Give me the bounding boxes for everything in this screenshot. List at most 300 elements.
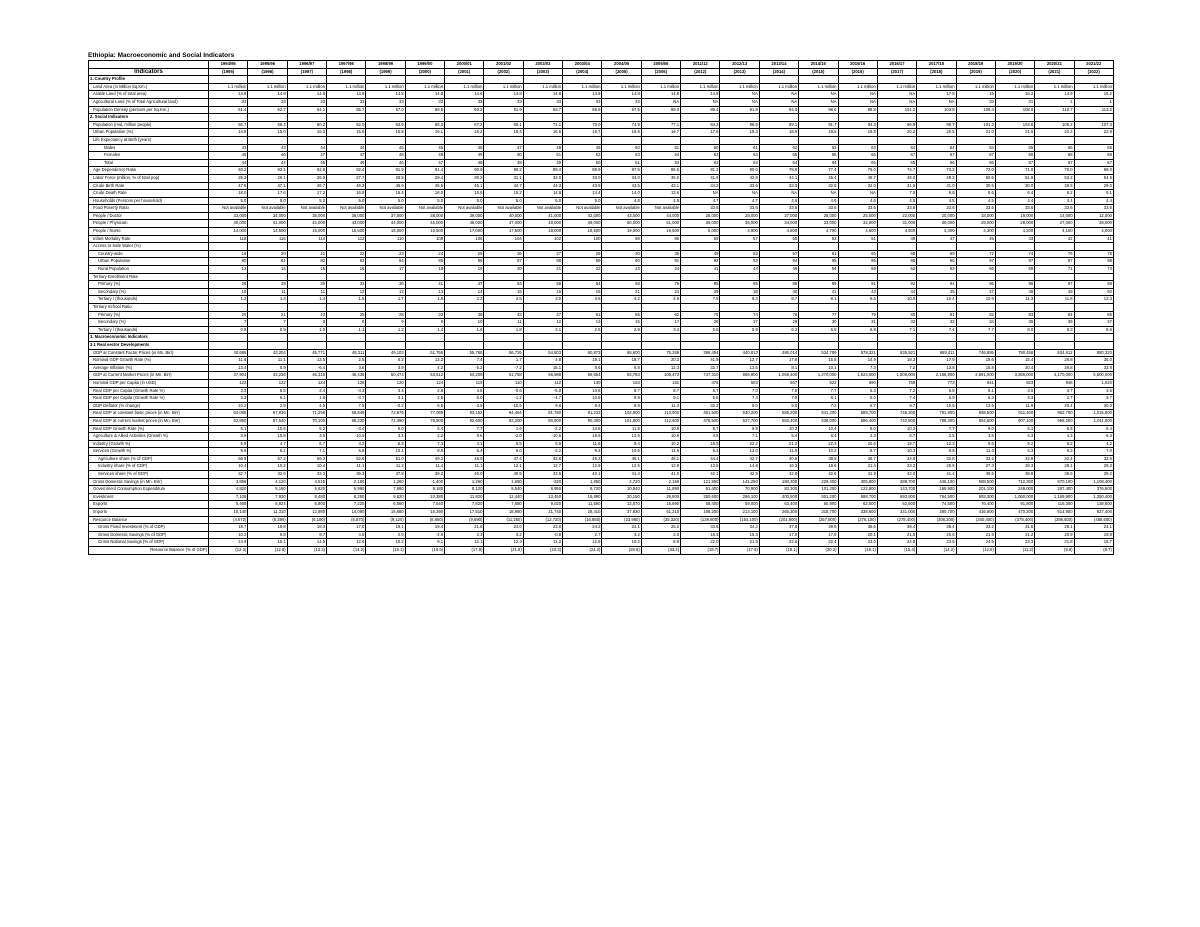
data-cell: 4,800 [759,228,798,236]
data-cell: 6.5 [484,440,523,448]
data-cell: 44.4 [681,455,720,463]
data-cell: 9.6 [209,448,248,456]
data-cell: 9.6 [523,402,562,410]
data-cell: 7.1 [877,326,916,334]
data-cell: 14.8 [248,91,287,99]
row-label: Average Inflation (%) [89,364,209,372]
data-cell: 12 [523,319,562,327]
data-cell: 88.5 [563,167,602,175]
data-cell: (154,100) [720,516,759,524]
data-cell: 15.2 [484,190,523,198]
data-cell [327,273,366,281]
data-cell: 686,400 [838,417,877,425]
data-cell: 376,500 [1074,486,1113,494]
data-cell: 51.0 [366,455,405,463]
data-cell: 12.9 [641,463,680,471]
data-cell: 46.1 [641,455,680,463]
data-cell: 37.8 [366,471,405,479]
data-cell: 11.6 [563,440,602,448]
data-cell [405,136,444,144]
data-cell: 38,000 [405,212,444,220]
data-cell: 57 [759,250,798,258]
table-row [89,440,1114,448]
data-cell: 32.0 [838,182,877,190]
year-header: 2001/02 [484,61,523,69]
data-cell: 45.4 [799,174,838,182]
data-cell: 61 [720,144,759,152]
data-cell: 3.4 [641,326,680,334]
data-cell: 14 [248,266,287,274]
data-cell: 112 [327,235,366,243]
data-cell: 481,500 [681,410,720,418]
data-cell: 11.9 [995,402,1034,410]
data-cell: 0.8 [209,326,248,334]
data-cell: 6.1 [248,448,287,456]
data-cell: 96 [995,281,1034,289]
data-cell: 33.5 [681,524,720,532]
data-cell: 4.9 [641,296,680,304]
data-cell: 98 [602,235,641,243]
data-cell: 400,500 [759,493,798,501]
data-cell: 53.2 [1035,174,1074,182]
data-cell: 1,059,400 [759,372,798,380]
data-cell: 78 [1074,250,1113,258]
data-cell: 305,800 [838,478,877,486]
data-cell: 33 [248,98,287,106]
data-cell: 4.6 [838,197,877,205]
data-cell: 10.4 [917,296,956,304]
data-cell: 15.6 [327,129,366,137]
data-cell: 4.5 [956,197,995,205]
data-cell: 52.6 [327,455,366,463]
row-label: Real GDP at current market prices (in Mn. Birr) [89,417,209,425]
data-cell: 89.4 [523,167,562,175]
data-cell: 1,680 [484,478,523,486]
data-cell: 641,200 [799,410,838,418]
data-cell: 12.5 [602,463,641,471]
data-cell: 14.8 [681,91,720,99]
data-cell: 9.6 [956,440,995,448]
data-cell: 93.1 [248,167,287,175]
row-label: Food Poverty Ratio [89,205,209,213]
data-cell: 41 [681,266,720,274]
data-cell: -10.5 [523,433,562,441]
data-cell: 11.1 [248,357,287,365]
data-cell: 6.3 [956,395,995,403]
data-cell: (35,320) [641,516,680,524]
data-cell: 7.7 [956,326,995,334]
data-cell [877,334,916,342]
data-cell: 3.5 [917,433,956,441]
data-cell: 4.7 [681,197,720,205]
data-cell: 6.1 [209,425,248,433]
data-cell [602,76,641,84]
data-cell: 65 [1035,144,1074,152]
data-cell [838,341,877,349]
table-row [89,417,1114,425]
data-cell: 19,000 [602,228,641,236]
data-cell: 20.6 [838,440,877,448]
data-cell: 24.1 [1074,524,1113,532]
table-row [89,220,1114,228]
data-cell: 72.0 [956,167,995,175]
data-cell: 92 [681,258,720,266]
data-cell: 17.9 [917,357,956,365]
data-cell: 17.8 [799,531,838,539]
data-cell: 43,000 [602,212,641,220]
table-row [89,76,1114,84]
data-cell: 11.1 [327,463,366,471]
data-cell [484,76,523,84]
year-note: (2018) [917,68,956,76]
data-cell: 2.3 [445,531,484,539]
data-cell: 120 [366,379,405,387]
data-cell: 1.8 [484,326,523,334]
data-cell: 23.0 [838,539,877,547]
table-row [89,402,1114,410]
table-row [89,182,1114,190]
data-cell: 33.6 [877,205,916,213]
data-cell [366,273,405,281]
data-cell: 33.6 [681,205,720,213]
data-cell: 5.0 [563,197,602,205]
data-cell: 45.3 [563,455,602,463]
data-cell: 82 [287,258,326,266]
data-cell: (13.3) [287,547,326,555]
data-cell: 47 [327,152,366,160]
data-cell: 8.8 [917,448,956,456]
data-cell: 1,108,400 [1074,478,1113,486]
data-cell: 1.4 [287,296,326,304]
data-cell [956,136,995,144]
data-cell: (33.2) [641,547,680,555]
data-cell: 102 [523,235,562,243]
data-cell [405,243,444,251]
data-cell: 534,789 [799,349,838,357]
data-cell: 65 [1074,144,1113,152]
data-cell [1074,341,1113,349]
data-cell: 338,600 [838,509,877,517]
data-cell: 46.3 [327,182,366,190]
data-cell: 32.6 [248,471,287,479]
data-cell: 4,000 [1074,228,1113,236]
data-cell: 15.8 [366,129,405,137]
data-cell: 108.0 [995,106,1034,114]
data-cell [445,76,484,84]
data-cell: 33.6 [759,205,798,213]
data-cell: 72 [956,250,995,258]
data-cell: 27,000 [759,212,798,220]
data-cell: 90,300 [563,417,602,425]
data-cell [209,114,248,122]
data-cell: 5.0 [523,197,562,205]
data-cell: 33.6 [799,205,838,213]
row-label: Urban Population (%) [89,129,209,137]
row-label: People / Nurse [89,228,209,236]
data-cell: -6.4 [287,364,326,372]
data-cell: 10.4 [287,463,326,471]
data-cell [523,136,562,144]
data-cell: 34,000 [248,212,287,220]
table-row [89,174,1114,182]
year-header: 1999/00 [405,61,444,69]
data-cell: 5.0 [287,197,326,205]
data-cell: 38.6 [838,524,877,532]
data-cell: 1,015,800 [1074,410,1113,418]
year-header: 2013/14 [759,61,798,69]
data-cell: 21 [602,288,641,296]
data-cell: 5.3 [838,387,877,395]
data-cell: 28 [366,311,405,319]
data-cell: 5.3 [995,448,1034,456]
data-cell: 71 [1035,266,1074,274]
data-cell: 31 [995,98,1034,106]
data-cell: 20.2 [877,129,916,137]
data-cell: 7.7 [917,425,956,433]
data-cell: 23.6 [917,539,956,547]
data-cell: 635,921 [877,349,916,357]
data-cell: 23.6 [523,524,562,532]
table-row [89,243,1114,251]
table-row [89,448,1114,456]
table-row [89,190,1114,198]
data-cell [445,273,484,281]
data-cell: 67 [1074,159,1113,167]
data-cell: (12.3) [209,547,248,555]
section-header: 3.1 Real sector Developments [89,341,209,349]
data-cell: 21.0 [956,129,995,137]
row-label: Population (mid, million people) [89,121,209,129]
data-cell: 32 [877,319,916,327]
data-cell: 870,100 [1035,478,1074,486]
data-cell: 19.1 [563,357,602,365]
data-cell: 22.6 [759,539,798,547]
data-cell: 5.7 [681,387,720,395]
data-cell: 28,000 [995,220,1034,228]
data-cell: 67.6 [602,106,641,114]
data-cell [445,304,484,312]
data-cell: 3.0 [523,296,562,304]
data-cell [1035,304,1074,312]
row-label: Tertiary / (thousands) [89,326,209,334]
data-cell: 78.8 [759,167,798,175]
data-cell: 36,000 [681,220,720,228]
data-cell: 44.7 [484,182,523,190]
data-cell [877,136,916,144]
sheet-title: Ethiopia: Macroeconomic and Social Indicators [88,52,235,59]
data-cell: 2,691,000 [956,372,995,380]
data-cell: 892,300 [956,493,995,501]
data-cell: 54.5 [1074,174,1113,182]
data-cell [563,136,602,144]
data-cell [956,243,995,251]
data-cell: 10,140 [209,509,248,517]
data-cell: 21.4 [838,463,877,471]
data-cell [484,304,523,312]
data-cell: 1.5 [327,296,366,304]
data-cell [209,136,248,144]
data-cell [1035,136,1074,144]
data-cell: 47 [405,159,444,167]
data-cell: 51,210 [641,509,680,517]
year-note: (2000) [405,68,444,76]
data-cell: 33.6 [720,182,759,190]
data-cell: 41.4 [917,471,956,479]
data-cell: 14.9 [1035,91,1074,99]
data-cell: 15 [484,288,523,296]
data-cell: 64 [877,144,916,152]
data-cell: 26 [484,250,523,258]
row-label: Real GDP at constant basic prices (in Mn. Birr) [89,410,209,418]
data-cell: 8.1 [799,395,838,403]
data-cell [327,114,366,122]
data-cell: 16.7 [563,129,602,137]
table-row [89,152,1114,160]
data-cell: 47,000 [484,220,523,228]
data-cell: 89.1 [759,121,798,129]
data-cell: 14.4 [563,190,602,198]
data-cell: 69 [995,266,1034,274]
data-cell: 79 [641,281,680,289]
row-label: Exports [89,501,209,509]
data-cell: 61,400 [681,486,720,494]
table-row [89,501,1114,509]
data-cell: 86 [445,258,484,266]
data-cell: 31.5 [877,182,916,190]
data-cell: 62 [759,144,798,152]
data-cell: 47 [445,281,484,289]
data-cell: 17,510 [445,509,484,517]
data-cell: 110 [366,235,405,243]
data-cell: 18 [405,266,444,274]
data-cell [287,114,326,122]
data-cell: 59 [681,235,720,243]
data-cell: 962,700 [1035,410,1074,418]
data-cell: (8.7) [1074,547,1113,555]
data-cell: 6.6 [956,190,995,198]
data-cell: 89 [563,258,602,266]
data-cell [445,243,484,251]
row-label: Imports [89,509,209,517]
data-cell: NA [799,91,838,99]
data-cell: 83,300 [759,486,798,494]
data-cell: 14.8 [366,91,405,99]
table-row [89,493,1114,501]
year-note: (1998) [327,68,366,76]
data-cell: 60,900 [799,501,838,509]
data-cell [327,76,366,84]
data-cell: 65.5 [563,106,602,114]
data-cell: 11.3 [995,296,1034,304]
data-cell: 23.2 [877,463,916,471]
data-cell: (488,600) [1074,516,1113,524]
row-label: Agricultural Land (% of Total Agricultural land) [89,98,209,106]
data-cell: 64 [956,144,995,152]
data-cell: 8.6 [563,364,602,372]
data-cell: (16.5) [405,547,444,555]
data-cell: 66 [799,152,838,160]
data-cell [248,114,287,122]
data-cell: 101,800 [602,417,641,425]
data-cell: -2.0 [484,433,523,441]
data-cell: 93 [720,258,759,266]
data-cell: 5.0 [405,197,444,205]
data-cell: 5.0 [484,197,523,205]
data-cell: 34.2 [681,182,720,190]
data-cell: 95 [838,258,877,266]
data-cell: 10.2 [641,440,680,448]
data-cell: 16.4 [484,129,523,137]
data-cell: 75,268 [641,349,680,357]
data-cell: 97 [1035,258,1074,266]
data-cell: 65 [877,159,916,167]
data-cell [523,243,562,251]
data-cell [327,341,366,349]
table-row [89,250,1114,258]
data-cell [995,76,1034,84]
data-cell: 841 [956,379,995,387]
data-cell [445,114,484,122]
data-cell: Not available [209,205,248,213]
data-cell: 16.7 [641,129,680,137]
data-cell: 82,600 [445,417,484,425]
data-cell: 18.0 [209,190,248,198]
data-cell: 7.5 [759,387,798,395]
table-row [89,288,1114,296]
data-cell: 12,980 [287,509,326,517]
data-cell: 34.0 [602,174,641,182]
section-header: 1. Country Profile [89,76,209,84]
data-cell [484,243,523,251]
section-header: 2. Social Indicators [89,114,209,122]
data-cell: 958,200 [1035,417,1074,425]
data-cell: 4.1 [445,440,484,448]
data-cell: 3,365,000 [995,372,1034,380]
data-cell: 17.0 [327,524,366,532]
data-cell: (257,800) [799,516,838,524]
data-cell: 10.2 [877,425,916,433]
data-cell: 18.5 [681,440,720,448]
data-cell: 77 [799,311,838,319]
data-cell: 60,873 [563,349,602,357]
data-cell: (12.8) [248,547,287,555]
data-cell: 7.5 [327,402,366,410]
data-cell: (378,400) [995,516,1034,524]
data-cell: 445,100 [917,478,956,486]
data-cell: 47.1 [248,182,287,190]
data-cell: 6,800 [287,501,326,509]
data-cell: 14 [445,288,484,296]
data-cell: 5.9 [209,440,248,448]
data-cell: 12.6 [327,539,366,547]
data-cell [209,304,248,312]
data-cell: 85 [1074,311,1113,319]
data-cell: 14.8 [327,91,366,99]
data-cell: 8,250 [327,493,366,501]
data-cell: NA [759,98,798,106]
data-cell: 16,000 [995,212,1034,220]
data-cell: 28 [681,319,720,327]
data-cell: (21.8) [484,547,523,555]
data-cell: 1.1 million [956,83,995,91]
data-cell: NA [838,190,877,198]
data-cell: 1,260 [445,478,484,486]
data-cell: 54,209 [445,372,484,380]
data-cell: 9.0 [956,425,995,433]
data-cell: 8 [327,319,366,327]
data-cell: 68 [877,250,916,258]
data-cell: 8.3 [720,296,759,304]
